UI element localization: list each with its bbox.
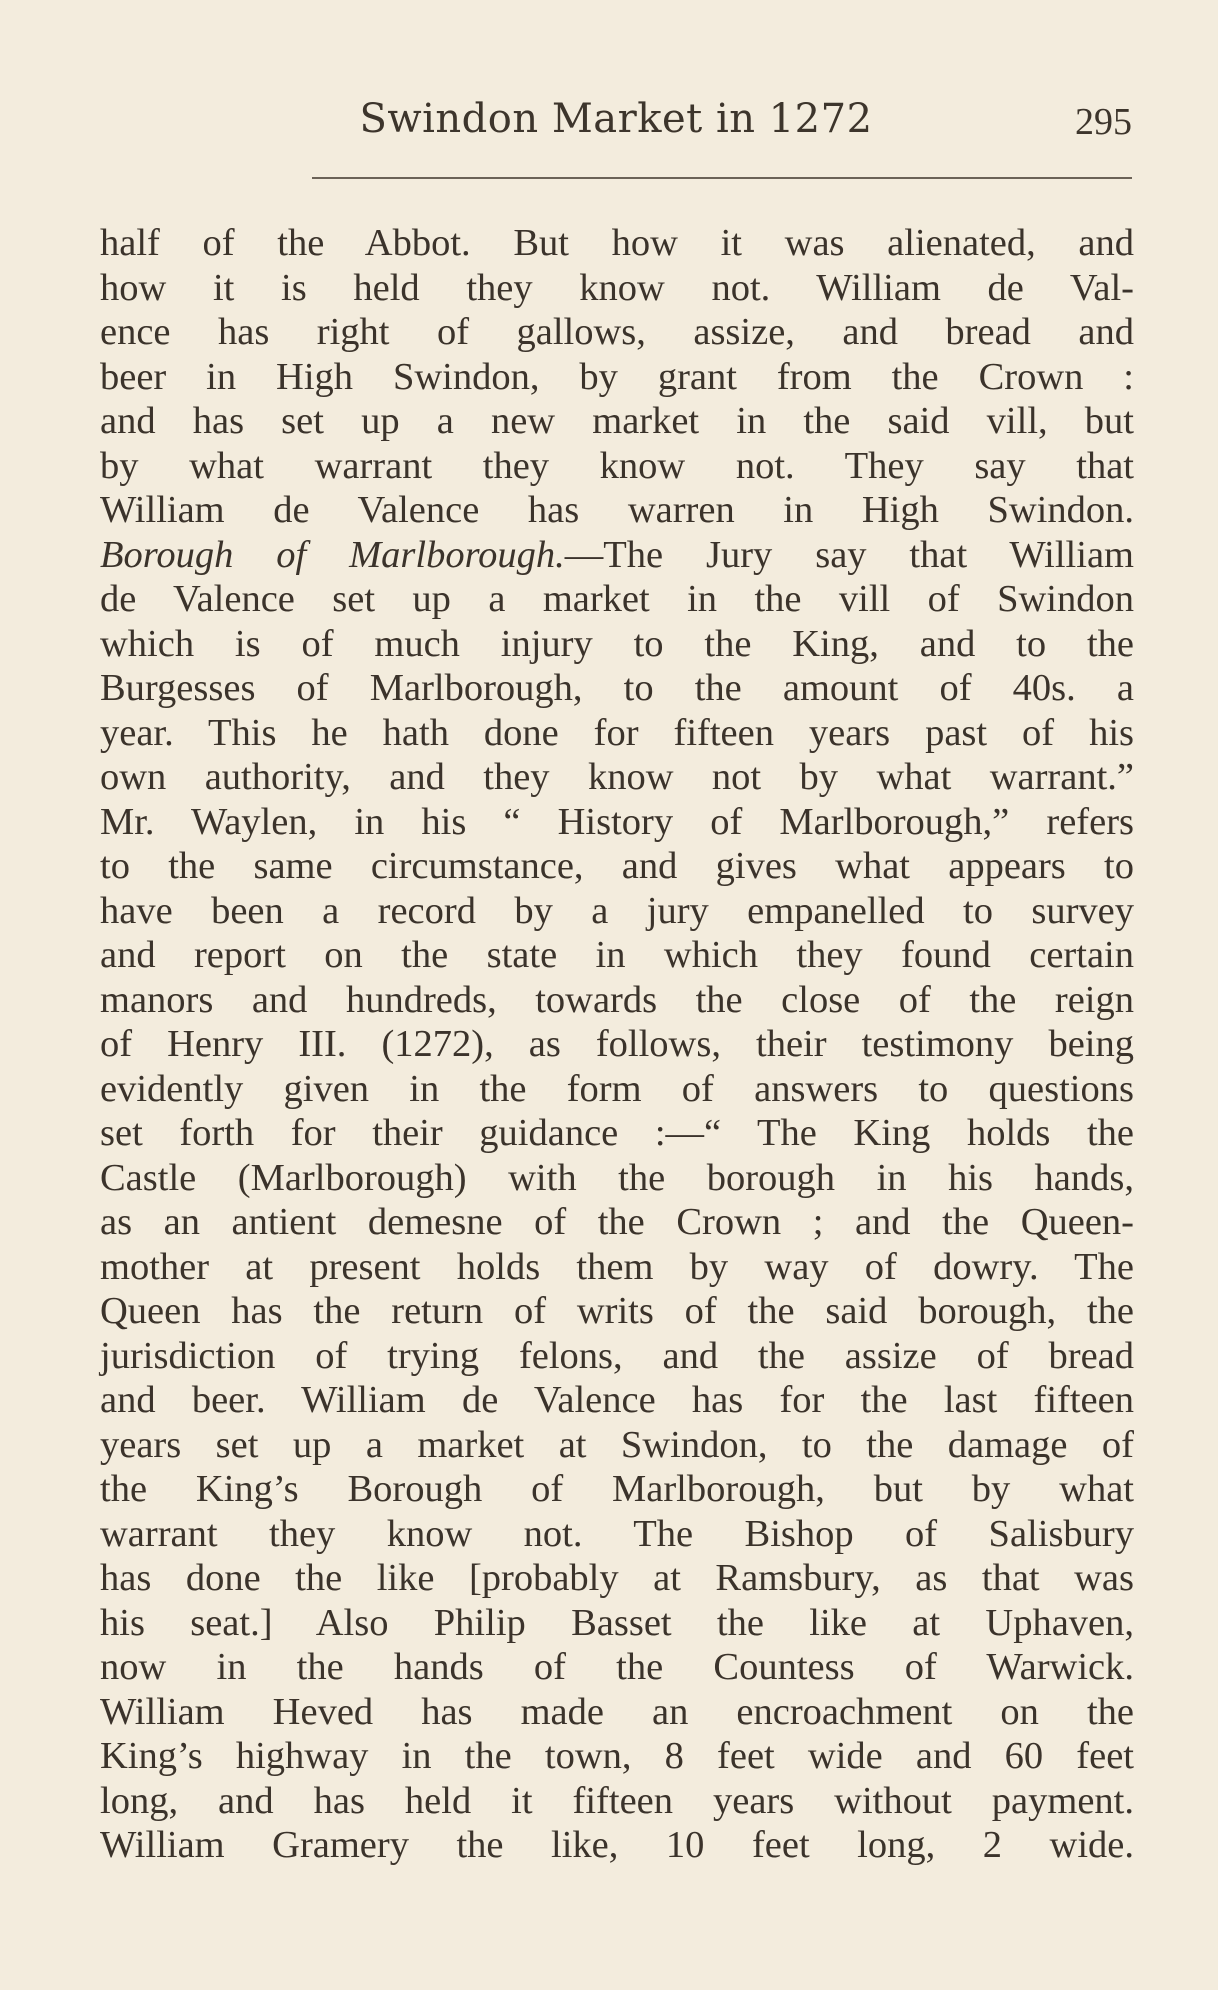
text-line: the King’s Borough of Marlborough, but by what (100, 1468, 1134, 1510)
text-line: and has set up a new market in the said vill, but (100, 400, 1134, 442)
text-line: William de Valence has warren in High Swindon. (100, 489, 1134, 531)
text-line: warrant they know not. The Bishop of Salisbury (100, 1512, 1134, 1555)
text-line: jurisdiction of trying felons, and the assize of bread (100, 1334, 1134, 1377)
text-line: how it is held they know not. William de Val- (100, 266, 1134, 309)
text-line: set forth for their guidance :—“ The King holds the (100, 1112, 1134, 1154)
running-title: Swindon Market in 1272 (359, 96, 873, 142)
text-line: beer in High Swindon, by grant from the Crown : (100, 355, 1134, 398)
text-line: years set up a market at Swindon, to the damage of (100, 1423, 1134, 1466)
text-line: his seat.] Also Philip Basset the like at Uphaven, (100, 1601, 1134, 1644)
text-line: evidently given in the form of answers to questions (100, 1067, 1134, 1110)
text-line: King’s highway in the town, 8 feet wide and 60 feet (100, 1735, 1134, 1777)
text-line: have been a record by a jury empanelled to survey (100, 889, 1134, 932)
text-line: Castle (Marlborough) with the borough in his hands, (100, 1156, 1134, 1199)
text-line: de Valence set up a market in the vill of Swindon (100, 578, 1134, 620)
text-line: manors and hundreds, towards the close of the reign (100, 978, 1134, 1021)
text-line: by what warrant they know not. They say that (100, 444, 1134, 487)
text-line: ence has right of gallows, assize, and bread and (100, 311, 1134, 353)
text-line: mother at present holds them by way of dowry. The (100, 1245, 1134, 1288)
header-rule (312, 177, 1132, 179)
text-line: has done the like [probably at Ramsbury, as that was (100, 1557, 1134, 1599)
text-line: as an antient demesne of the Crown ; and the Queen- (100, 1201, 1134, 1243)
section-heading-italic: Borough of Marlborough. (100, 533, 565, 576)
text-line: which is of much injury to the King, and to the (100, 622, 1134, 665)
text-line: and report on the state in which they found certain (100, 934, 1134, 976)
body-text (100, 221, 1134, 1868)
text-line-mixed (100, 533, 1134, 578)
text-line: Mr. Waylen, in his “ History of Marlborough,” refers (100, 800, 1134, 843)
text-line: own authority, and they know not by what warrant.” (100, 756, 1134, 798)
page-number: 295 (1075, 101, 1132, 143)
text-line: of Henry III. (1272), as follows, their testimony being (100, 1023, 1134, 1065)
text-line: Queen has the return of writs of the said borough, the (100, 1290, 1134, 1332)
text-line: now in the hands of the Countess of Warwick. (100, 1646, 1134, 1688)
text-line: William Gramery the like, 10 feet long, 2 wide. (100, 1824, 1134, 1866)
running-head (100, 96, 1132, 156)
text-line: year. This he hath done for fifteen years past of his (100, 711, 1134, 754)
text-line: William Heved has made an encroachment on the (100, 1690, 1134, 1733)
text-line: and beer. William de Valence has for the last fifteen (100, 1379, 1134, 1421)
text-line: to the same circumstance, and gives what appears to (100, 845, 1134, 887)
text-line: Burgesses of Marlborough, to the amount of 40s. a (100, 667, 1134, 709)
text-line: long, and has held it fifteen years without payment. (100, 1779, 1134, 1822)
text-line-rest: —The Jury say that William (564, 533, 1134, 576)
text-line: half of the Abbot. But how it was alienated, and (100, 222, 1134, 264)
